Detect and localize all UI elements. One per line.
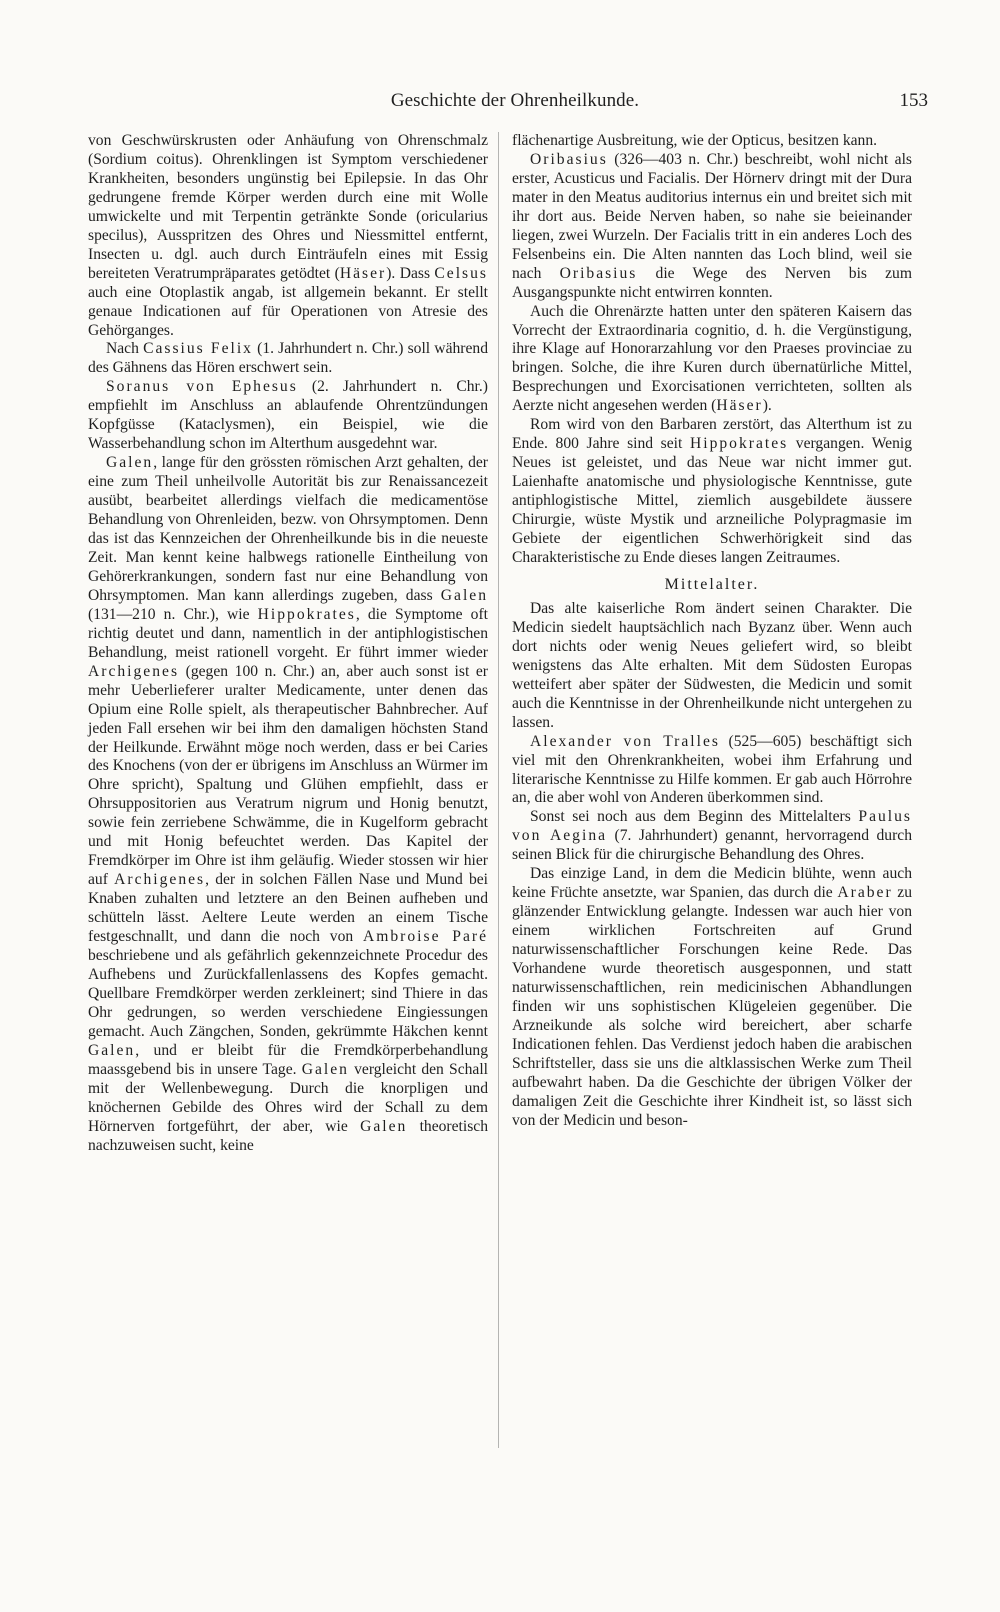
paragraph: Oribasius (326—403 n. Chr.) beschreibt, wohl nicht als erster, Acusticus und Facialis. Der Hörnerv dringt mit der Dura mater in den Meatus auditorius internus ein und breitet sich mit ihr dort aus. Beide Nerven haben, so nahe sie beieinander liegen, zwei Wurzeln. Der Facialis tritt in ein anderes Loch des Felsenbeins ein. Die Alten nannten das Loch blind, weil sie nach Oribasius die Wege des Nerven bis zum Ausgangspunkte nicht entwirren konnten. <box>512 150 912 301</box>
paragraph: Galen, lange für den grössten römischen Arzt gehalten, der eine zum Theil unheilvolle Autorität bis zur Renaissancezeit ausübt, bearbeitet allerdings vielfach die medicamentöse Behandlung von Ohrenleiden, bezw. von Ohrsymptomen. Denn das ist das Kennzeichen der Ohrenheilkunde bis in die neueste Zeit. Man kennt keine halbwegs rationelle Eintheilung von Gehörerkrankungen, sondern fast nur eine Behandlung von Ohrsymptomen. Man kann allerdings zugeben, dass Galen (131—210 n. Chr.), wie Hippokrates, die Symptome oft richtig deutet und dann, namentlich in der antiphlogistischen Behandlung, meist rationell vorgeht. Er führt immer wieder Archigenes (gegen 100 n. Chr.) an, aber auch sonst ist er mehr Ueberlieferer uralter Medicamente, unter denen das Opium eine Rolle spielt, als therapeutischer Bahnbrecher. Auf jeden Fall ersehen wir bei ihm den damaligen höchsten Stand der Heilkunde. Erwähnt möge noch werden, dass er bei Caries des Knochens (von der er übrigens im Anschluss an Würmer im Ohre spricht), Spaltung und Glühen empfiehlt, dass er Ohrsuppositorien aus Veratrum nigrum und Honig benutzt, sowie fein zerriebene Schwämme, die in Kugelform gebracht und mit Honig befeuchtet werden. Das Kapitel der Fremdkörper im Ohre ist ihm geläufig. Wieder stossen wir hier auf Archigenes, der in solchen Fällen Nase und Mund bei Knaben zuhalten und letztere an den Beinen aufheben und schütteln lässt. Aeltere Leute werden an einem Tische festgeschnallt, und dann die noch von Ambroise Paré beschriebene und als gefährlich gekennzeichnete Procedur des Aufhebens und Zurückfallenlassens des Kopfes gemacht. Quellbare Fremdkörper werden zerkleinert; sind Thiere in das Ohr gedrungen, so werden verschiedene Eingiessungen gemacht. Auch Zängchen, Sonden, gekrümmte Häkchen kennt Galen, und er bleibt für die Fremdkörperbehandlung maassgebend bis in unsere Tage. Galen vergleicht den Schall mit der Wellenbewegung. Durch die knorpligen und knöchernen Gebilde des Ohres wird der Schall zu dem Hörnerven fortgeführt, der aber, wie Galen theoretisch nachzuweisen sucht, keine <box>88 454 489 1154</box>
author-name: Archigenes <box>88 662 180 680</box>
author-name: Cassius Felix <box>143 340 253 358</box>
paragraph: Nach Cassius Felix (1. Jahrhundert n. Chr.) soll während des Gähnens das Hören erschwert sein. <box>88 340 488 377</box>
paragraph: Alexander von Tralles (525—605) beschäftigt sich viel mit den Ohrenkrankheiten, wobei ihm Erfahrung und literarische Kenntnisse zu Hilfe kommen. Er gab auch Hörrohre an, die aber wohl von Anderen überkommen sind. <box>512 732 913 807</box>
paragraph: Das alte kaiserliche Rom ändert seinen Charakter. Die Medicin siedelt hauptsächlich nach Byzanz über. Wenn auch dort nichts oder wenig Neues geliefert wird, so bleibt wenigstens das Alte erhalten. Mit dem Südosten Europas wetteifert aber später der Südwesten, die Medicin und somit auch die Kenntnisse in der Ohrenheilkunde nicht untergehen zu lassen. <box>512 599 912 731</box>
author-name: Oribasius <box>530 150 608 168</box>
author-name: Galen <box>301 1060 349 1078</box>
author-name: Soranus von Ephesus <box>106 378 298 396</box>
page-number: 153 <box>899 90 928 111</box>
author-name: Häser <box>339 264 387 282</box>
paragraph: Auch die Ohrenärzte hatten unter den späteren Kaisern das Vorrecht der Extraordinaria cognitio, d. h. die Vergünstigung, ihre Klage auf Honorarzahlung vor den Praeses provinciae zu bringen. Solche, die ihre Kuren durch übernatürliche Mittel, Besprechungen und Exorcisationen verrichteten, sollten als Aerzte nicht angesehen werden (Häser). <box>512 302 912 415</box>
paragraph: Sonst sei noch aus dem Beginn des Mittelalters Paulus von Aegina (7. Jahrhundert) genannt, hervorragend durch seinen Blick für die chirurgische Behandlung des Ohres. <box>512 808 913 864</box>
paragraph: Soranus von Ephesus (2. Jahrhundert n. Chr.) empfiehlt im Anschluss an ablaufende Ohrentzündungen Kopfgüsse (Kataclysmen), ein Beispiel, wie die Wasserbehandlung schon im Alterthum ausgedehnt war. <box>88 378 488 453</box>
author-name: Galen <box>440 586 488 604</box>
author-name: Ambroise Paré <box>362 928 489 946</box>
paragraph: Rom wird von den Barbaren zerstört, das Alterthum ist zu Ende. 800 Jahre sind seit Hippokrates vergangen. Wenig Neues ist geleistet, und das Neue war nicht immer gut. Laienhafte anatomische und physiologische Kenntnisse, gute antiphlogistische Mittel, ziemlich ausgebildete äussere Chirurgie, wüste Mystik und arzneiliche Polypragmasie im Gebiete der eigentlichen Schwerhörigkeit sind das Charakteristische zu Ende dieses langen Zeitraumes. <box>512 416 913 566</box>
paragraph: Das einzige Land, in dem die Medicin blühte, wenn auch keine Früchte ansetzte, war Spanien, das durch die Araber zu glänzender Entwicklung gelangte. Indessen war auch hier von einem wirklichen Fortschreiten auf Grund naturwissenschaftlicher Forschungen keine Rede. Das Vorhandene wurde theoretisch ausgesponnen, und statt naturwissenschaftlichen, rein medicinischen Abhandlungen finden wir uns sophistischen Klügeleien gegenüber. Die Arzneikunde als solche wird bereichert, aber scharfe Indicationen fehlen. Das Verdienst jedoch haben die arabischen Schriftsteller, dass sie uns die altklassischen Werke zum Theil aufbewahrt haben. Da die Geschichte der übrigen Völker der damaligen Zeit die Geschichte ihrer Kindheit ist, so lässt sich von der Medicin und beson- <box>512 865 912 1129</box>
author-name: Häser <box>716 397 763 415</box>
column-divider <box>498 132 499 1448</box>
right-column <box>512 132 912 1131</box>
left-column <box>88 132 488 1155</box>
page-header <box>100 90 930 118</box>
author-name: Galen <box>88 1041 136 1059</box>
section-heading: Mittelalter. <box>664 575 760 593</box>
author-name: Hippokrates <box>689 435 789 453</box>
running-head: Geschichte der Ohrenheilkunde. <box>390 90 640 111</box>
author-name: Galen <box>360 1117 408 1135</box>
author-name: Oribasius <box>559 264 638 282</box>
author-name: Celsus <box>434 264 488 282</box>
author-name: Archigenes <box>114 871 206 889</box>
author-name: Galen <box>106 454 154 472</box>
author-name: Araber <box>837 884 893 902</box>
paragraph: von Geschwürskrusten oder Anhäufung von Ohrenschmalz (Sordium coitus). Ohrenklingen ist Symptom verschiedener Krankheiten, besonders ungünstig bei Epilepsie. In das Ohr gedrungene fremde Körper werden durch eine mit Wolle umwickelte und mit Terpentin getränkte Sonde (oricularius specilus), Ausspritzen des Ohres und Niessmittel entfernt, Insecten u. dgl. auch durch Einträufeln eines mit Essig bereiteten Veratrumpräparates getödtet (Häser). Dass Celsus auch eine Otoplastik angab, ist allgemein bekannt. Er stellt genaue Indicationen auf für Operationen von Atresie des Gehörganges. <box>88 132 488 339</box>
author-name: Paulus von Aegina <box>512 808 912 845</box>
author-name: Alexander von Tralles <box>530 732 720 750</box>
paragraph: flächenartige Ausbreitung, wie der Opticus, besitzen kann. <box>512 132 878 149</box>
author-name: Hippokrates <box>257 605 356 623</box>
